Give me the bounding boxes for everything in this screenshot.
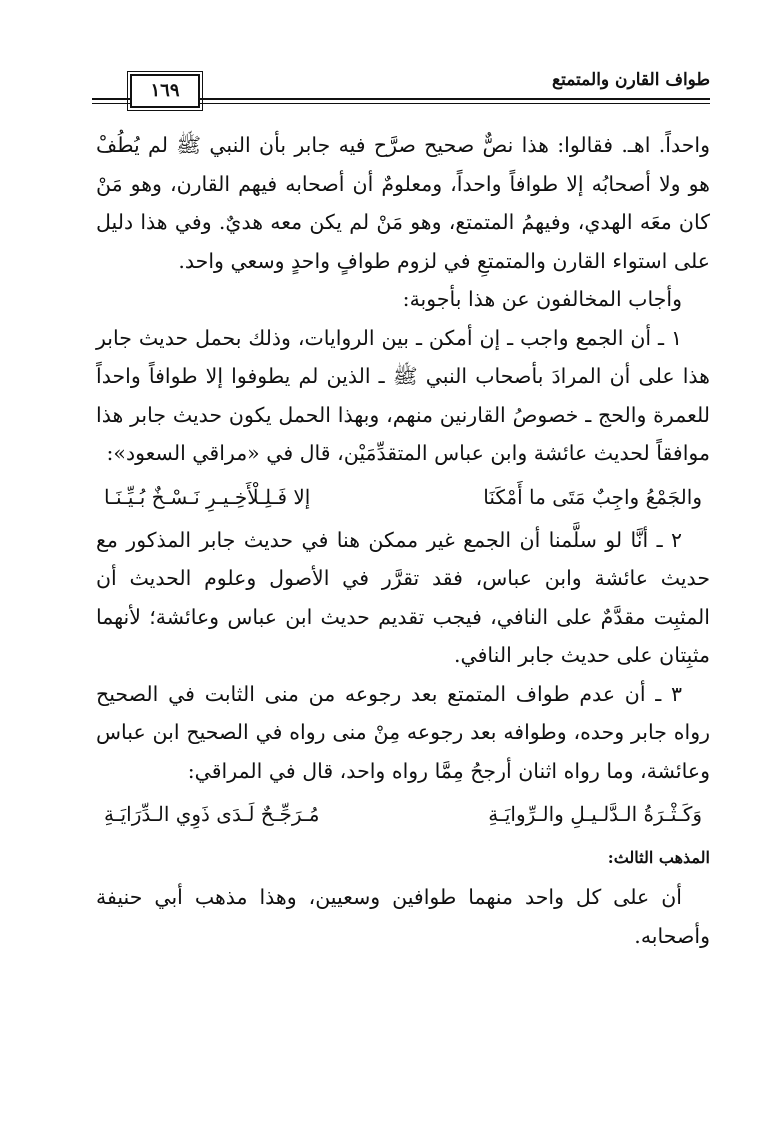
verse-2-right-hemistich: وَكَـثْـرَةُ الـدَّلـيـلِ والـرِّوايَـةِ — [488, 802, 702, 826]
page-number: ١٦٩ — [130, 74, 200, 108]
verse-1-left-hemistich: إلا فَـلِـلْأَخِـيـرِ نَـسْـخٌ بُـيِّـنَـا — [104, 484, 311, 509]
paragraph-6: أن على كل واحد منهما طوافين وسعيين، وهذا مذهب أبي حنيفة وأصحابه. — [96, 885, 710, 948]
paragraph-4: ٢ ـ أنَّا لو سلَّمنا أن الجمع غير ممكن هنا في حديث جابر المذكور مع حديث عائشة وابن عباس، فقد تقرَّر في الأصول وعلوم الحديث أن المثبِت مقدَّمٌ على النافي، فيجب تقديم حديث ابن عباس وعائشة؛ لأنهما مثبِتان على حديث جابر النافي. — [96, 527, 710, 667]
running-title: طواف القارن والمتمتع — [552, 70, 710, 90]
paragraph-5: ٣ ـ أن عدم طواف المتمتع بعد رجوعه من منى الثابت في الصحيح رواه جابر وحده، وطوافه بعد رجوعه مِنْ منى رواه في الصحيح ابن عباس وعائشة، وما رواه اثنان أرجحُ مِمَّا رواه واحد، قال في المراقي: — [96, 681, 710, 783]
paragraph-1: واحداً. اهـ. فقالوا: هذا نصٌّ صحيح صرَّح فيه جابر بأن النبي ﷺ لم يُطُفْ هو ولا أصحابُه إلا طوافاً واحداً، ومعلومٌ أن أصحابه فيهم القارن، وهو مَنْ كان معَه الهدي، وفيهمُ المتمتع، وهو مَنْ لم يكن معه هديٌ. وفي هذا دليل على استواء القارن والمتمتعِ في لزوم طوافٍ واحدٍ وسعي واحد. — [96, 133, 710, 273]
section-heading: المذهب الثالث: — [607, 848, 710, 867]
verse-2-left-hemistich: مُـرَجِّـحٌ لَـدَى ذَوِي الـدِّرَايَـةِ — [104, 802, 320, 826]
verse-1-right-hemistich: والجَمْعُ واجِبٌ مَتَى ما أَمْكَنَا — [483, 484, 702, 509]
verse-2 — [96, 792, 710, 836]
paragraph-2: وأجاب المخالفون عن هذا بأجوبة: — [402, 287, 682, 311]
paragraph-3: ١ ـ أن الجمع واجب ـ إن أمكن ـ بين الروايات، وذلك بحمل حديث جابر هذا على أن المرادَ بأصحاب النبي ﷺ ـ الذين لم يطوفوا إلا طوافاً واحداً للعمرة والحج ـ خصوصُ القارنين منهم، وبهذا الحمل يكون حديث جابر هذا موافقاً لحديث عائشة وابن عباس المتقدِّمَيْن، قال في «مراقي السعود»: — [96, 325, 710, 465]
page-body — [96, 126, 710, 955]
page-header — [92, 68, 710, 108]
verse-1 — [96, 475, 710, 519]
